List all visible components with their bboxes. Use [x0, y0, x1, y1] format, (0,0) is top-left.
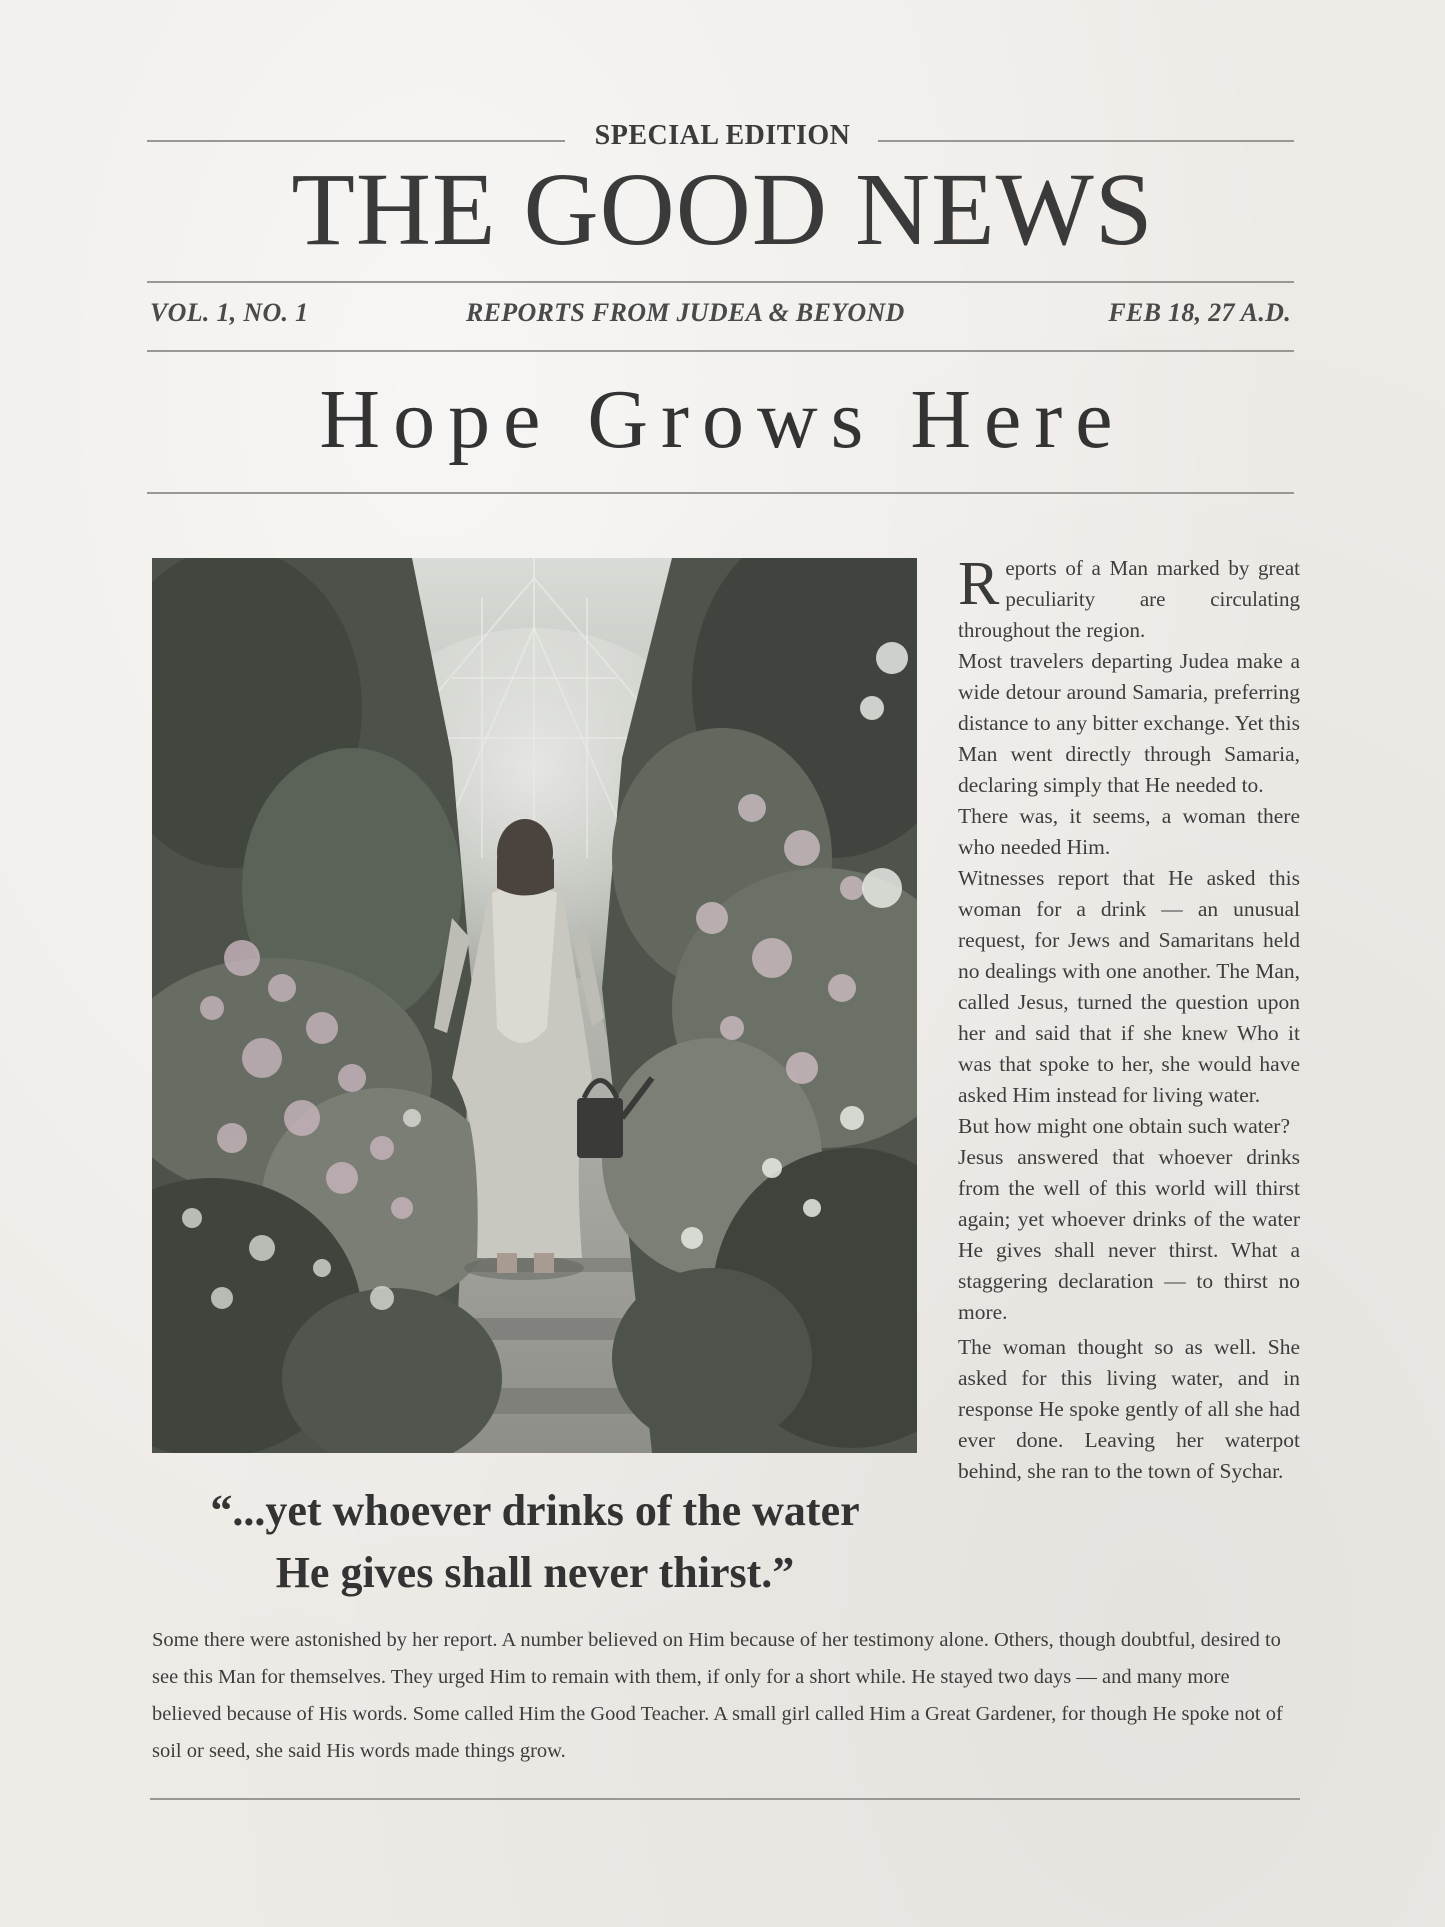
masthead-rule-bottom — [147, 350, 1294, 352]
article-paragraph: Jesus answered that whoever drinks from the well of this world will thirst again; yet whoever drinks of the water He gives shall never thirst. What a staggering declaration — to thirst no more. — [958, 1145, 1300, 1324]
headline: Hope Grows Here — [319, 373, 1126, 466]
pull-quote-line-1: “...yet whoever drinks of the water — [210, 1486, 860, 1535]
pull-quote — [150, 1480, 920, 1604]
article-lead-paragraph — [958, 550, 1300, 646]
article-closing — [152, 1622, 1300, 1770]
article-lead-text: eports of a Man marked by great peculiarity are circulating throughout the region. — [958, 556, 1300, 642]
article-paragraph: But how might one obtain such water? — [958, 1114, 1290, 1138]
article-closing-paragraph: Some there were astonished by her report. A number believed on Him because of her testimony alone. Others, though doubtful, desired to see this Man for themselves. They urged Him to remain with them, if only for a short while. He stayed two days — and many more believed because of His words. Some called Him the Good Teacher. A small girl called Him a Great Gardener, for though He spoke not of soil or seed, she said His words made things grow. — [152, 1629, 1283, 1762]
masthead-title: THE GOOD NEWS — [291, 152, 1154, 267]
article-paragraph: Witnesses report that He asked this woman for a drink — an unusual request, for Jews and Samaritans held no dealings with one another. The Man, called Jesus, turned the question upon her and said that if she knew Who it was that spoke to her, she would have asked Him instead for living water. — [958, 866, 1300, 1107]
gardener-photo — [152, 558, 917, 1453]
tagline: REPORTS FROM JUDEA & BEYOND — [466, 298, 905, 327]
article-paragraph: There was, it seems, a woman there who needed Him. — [958, 804, 1300, 859]
headline-rule — [147, 492, 1294, 494]
masthead-rule-top — [147, 281, 1294, 283]
article-paragraph: The woman thought so as well. She asked for this living water, and in response He spoke gently of all she had ever done. Leaving her waterpot behind, she ran to the town of Sychar. — [958, 1335, 1300, 1483]
date-label: FEB 18, 27 A.D. — [1108, 298, 1291, 327]
article-paragraph: Most travelers departing Judea make a wide detour around Samaria, preferring distance to any bitter exchange. Yet this Man went directly through Samaria, declaring simply that He needed to. — [958, 649, 1300, 797]
article-column — [958, 550, 1300, 1487]
gardener-photo-icon — [152, 558, 917, 1453]
volume-label: VOL. 1, NO. 1 — [150, 298, 309, 327]
footer-rule — [150, 1798, 1300, 1800]
pull-quote-line-2: He gives shall never thirst.” — [275, 1548, 795, 1597]
special-edition-label: SPECIAL EDITION — [594, 120, 851, 151]
drop-cap: R — [958, 550, 1000, 618]
